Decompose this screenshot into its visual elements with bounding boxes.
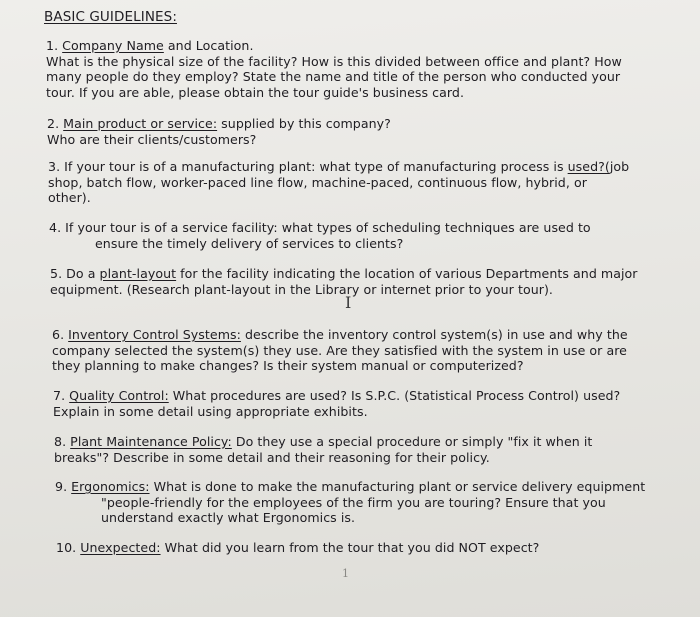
- item-1-line-1: 1. Company Name and Location.: [46, 38, 254, 53]
- item-3-line-3: other).: [48, 190, 91, 205]
- main-product-label: Main product or service:: [63, 116, 218, 131]
- item-6-line-3: they planning to make changes? Is their system manual or computerized?: [52, 358, 524, 373]
- guideline-item-3: [48, 159, 629, 206]
- plant-maintenance-label: Plant Maintenance Policy:: [70, 434, 232, 449]
- text-cursor-icon: I: [345, 293, 352, 312]
- item-7-line-1: 7. Quality Control: What procedures are used? Is S.P.C. (Statistical Process Control) used?: [53, 388, 621, 403]
- used-label: used?(: [567, 159, 610, 174]
- page-number: 1: [342, 567, 349, 580]
- item-9-line-3: understand exactly what Ergonomics is.: [101, 510, 356, 525]
- page-heading: BASIC GUIDELINES:: [44, 9, 177, 25]
- item-9-line-2: "people-friendly for the employees of the firm you are touring? Ensure that you: [101, 494, 606, 510]
- item-3-line-2: shop, batch flow, worker-paced line flow, machine-paced, continuous flow, hybrid, or: [48, 174, 587, 190]
- item-3-line-1: 3. If your tour is of a manufacturing plant: what type of manufacturing process is used?(job: [48, 159, 630, 174]
- ergonomics-label: Ergonomics:: [71, 479, 150, 494]
- company-name-label: Company Name: [62, 38, 164, 53]
- guideline-item-2: [47, 116, 391, 147]
- plant-layout-label: plant-layout: [99, 266, 177, 281]
- inventory-control-label: Inventory Control Systems:: [68, 327, 241, 342]
- item-6-line-2: company selected the system(s) they use. Are they satisfied with the system in use or are: [52, 342, 627, 358]
- item-2-line-2: Who are their clients/customers?: [47, 131, 257, 147]
- quality-control-label: Quality Control:: [69, 388, 169, 403]
- item-1-line-2: What is the physical size of the facility? How is this divided between office and plant? How: [46, 53, 622, 69]
- item-5-line-2: equipment. (Research plant-layout in the Library or internet prior to your tour).: [50, 281, 553, 297]
- item-6-line-1: 6. Inventory Control Systems: describe the inventory control system(s) in use and why the: [52, 327, 628, 342]
- guideline-item-1: [46, 38, 622, 100]
- guideline-item-9: [55, 479, 645, 526]
- guideline-item-10: [56, 540, 539, 556]
- item-8-line-1: 8. Plant Maintenance Policy: Do they use a special procedure or simply "fix it when it: [54, 434, 593, 449]
- item-5-line-1: 5. Do a plant-layout for the facility indicating the location of various Departments and major: [50, 266, 638, 281]
- guideline-item-4: [49, 220, 591, 251]
- item-1-line-4: tour. If you are able, please obtain the tour guide's business card.: [46, 84, 464, 100]
- item-7-line-2: Explain in some detail using appropriate exhibits.: [53, 403, 368, 419]
- unexpected-label: Unexpected:: [80, 540, 161, 555]
- guideline-item-7: [53, 388, 620, 419]
- item-8-line-2: breaks"? Describe in some detail and their reasoning for their policy.: [54, 449, 490, 465]
- item-2-line-1: 2. Main product or service: supplied by this company?: [47, 116, 391, 131]
- item-1-line-3: many people do they employ? State the name and title of the person who conducted your: [46, 69, 621, 84]
- item-10-line-1: 10. Unexpected: What did you learn from the tour that you did NOT expect?: [56, 540, 540, 555]
- guideline-item-5: [50, 266, 638, 297]
- guideline-item-6: [52, 327, 628, 374]
- item-4-line-2: ensure the timely delivery of services to clients?: [95, 235, 404, 251]
- item-4-line-1: 4. If your tour is of a service facility: what types of scheduling techniques are used to: [49, 220, 591, 235]
- item-9-line-1: 9. Ergonomics: What is done to make the manufacturing plant or service delivery equipment: [55, 479, 646, 494]
- guideline-item-8: [54, 434, 592, 465]
